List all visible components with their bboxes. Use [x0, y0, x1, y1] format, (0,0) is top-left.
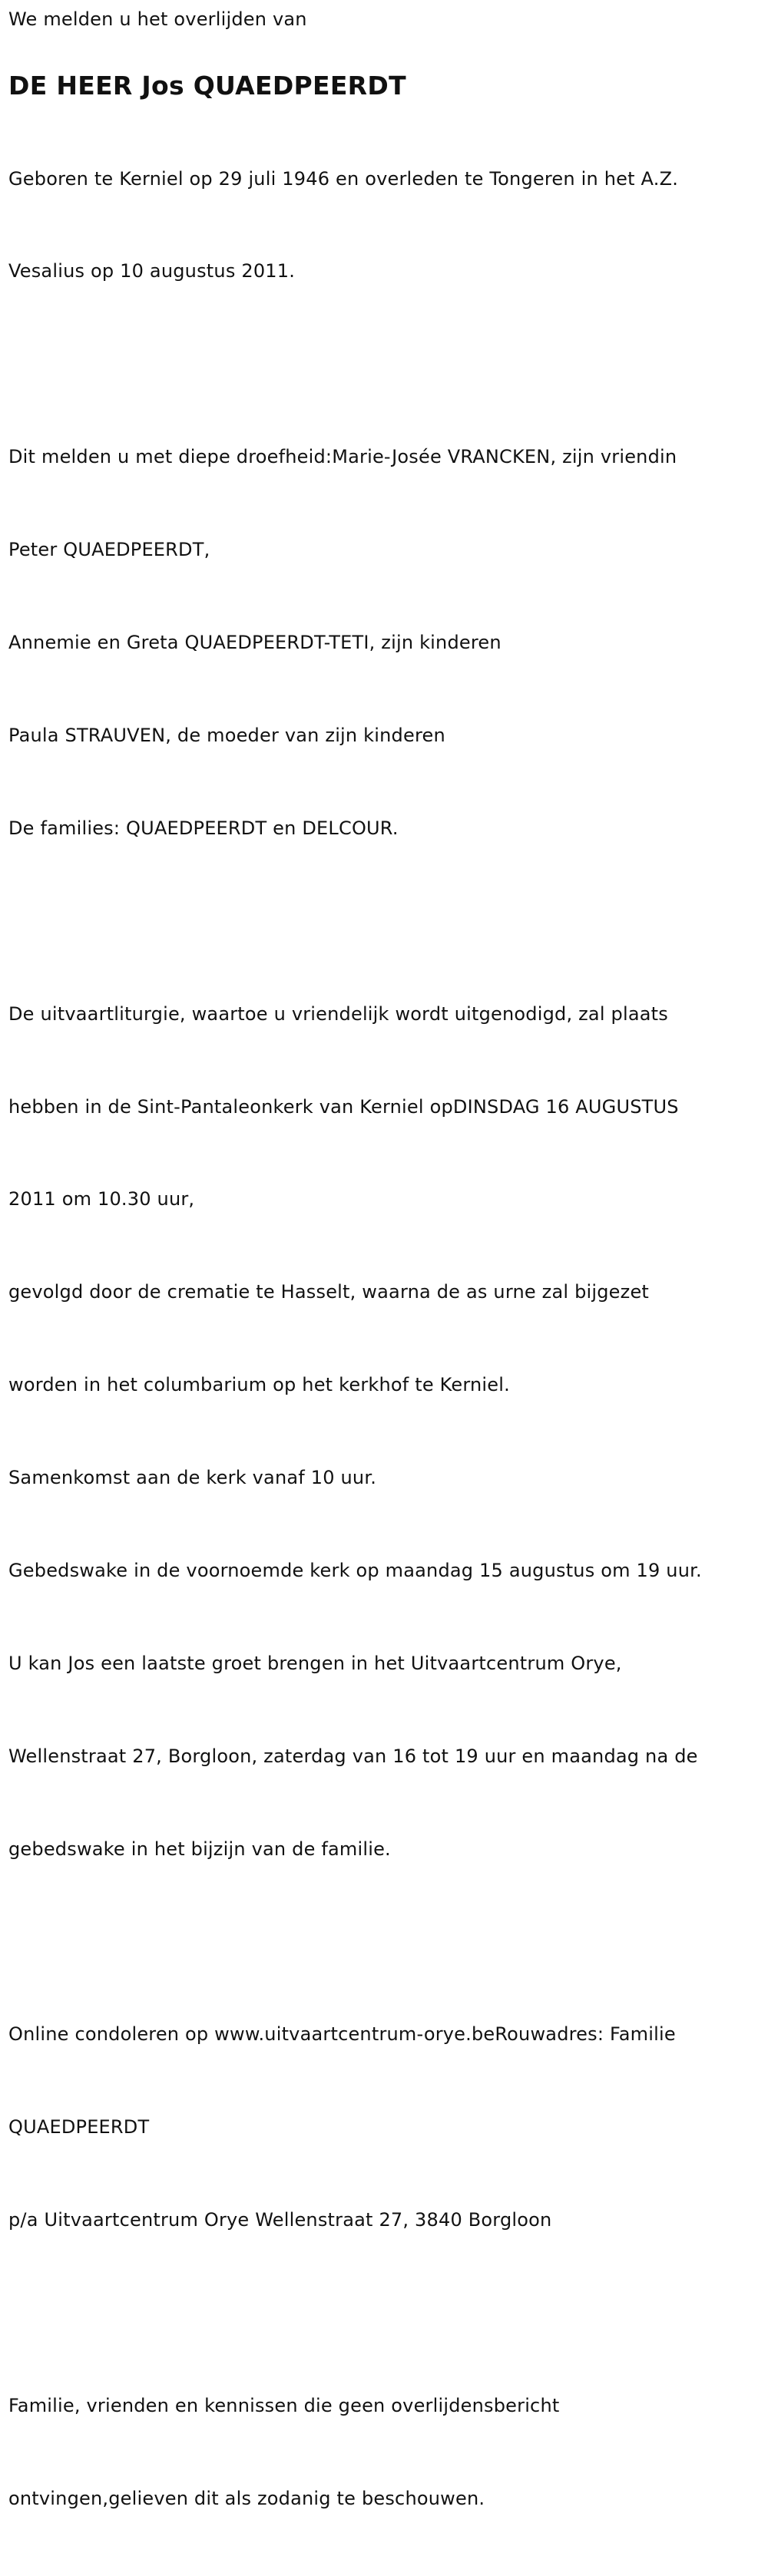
ceremony-details [8, 936, 768, 1927]
ceremony-line: Wellenstraat 27, Borgloon, zaterdag van 16 tot 19 uur en maandag na de [8, 1745, 698, 1767]
birth-death-info [8, 101, 768, 348]
contact-line: Online condoleren op www.uitvaartcentrum-orye.beRouwadres: Familie [8, 2023, 676, 2046]
ceremony-line: gebedswake in het bijzijn van de familie. [8, 1838, 391, 1860]
closing-line: ontvingen,gelieven dit als zodanig te beschouwen. [8, 2487, 485, 2509]
spacer [8, 2297, 768, 2328]
spacer [8, 906, 768, 936]
ceremony-line: Samenkomst aan de kerk vanaf 10 uur. [8, 1467, 377, 1489]
ceremony-line: De uitvaartliturgie, waartoe u vriendelijk wordt uitgenodigd, zal plaats [8, 1002, 668, 1025]
mourner-line: Peter QUAEDPEERDT, [8, 539, 210, 561]
closing-line: Familie, vrienden en kennissen die geen overlijdensbericht [8, 2394, 560, 2416]
ceremony-line: 2011 om 10.30 uur, [8, 1188, 195, 1210]
birth-line: Vesalius op 10 augustus 2011. [8, 260, 296, 282]
ceremony-line: hebben in de Sint-Pantaleonkerk van Kerniel opDINSDAG 16 AUGUSTUS [8, 1095, 679, 1118]
spacer [8, 1927, 768, 1957]
ceremony-line: gevolgd door de crematie te Hasselt, waarna de as urne zal bijgezet [8, 1281, 650, 1303]
mourner-line: Paula STRAUVEN, de moeder van zijn kinderen [8, 724, 445, 746]
contact-line: QUAEDPEERDT [8, 2116, 150, 2138]
spacer [8, 348, 768, 379]
mourner-line: De families: QUAEDPEERDT en DELCOUR. [8, 817, 399, 839]
ceremony-line: U kan Jos een laatste groet brengen in het Uitvaartcentrum Orye, [8, 1652, 622, 1674]
mourners-list [8, 380, 768, 906]
closing-note [8, 2328, 768, 2575]
birth-line: Geboren te Kerniel op 29 juli 1946 en overleden te Tongeren in het A.Z. [8, 167, 679, 190]
mourner-line: Annemie en Greta QUAEDPEERDT-TETI, zijn kinderen [8, 632, 502, 654]
intro-text: We melden u het overlijden van [8, 8, 307, 30]
contact-info [8, 1957, 768, 2297]
deceased-name: DE HEER Jos QUAEDPEERDT [8, 71, 406, 101]
contact-line: p/a Uitvaartcentrum Orye Wellenstraat 27, 3840 Borgloon [8, 2209, 552, 2231]
ceremony-line: Gebedswake in de voornoemde kerk op maandag 15 augustus om 19 uur. [8, 1559, 702, 1581]
mourner-line: Dit melden u met diepe droefheid:Marie-Josée VRANCKEN, zijn vriendin [8, 446, 677, 468]
ceremony-line: worden in het columbarium op het kerkhof te Kerniel. [8, 1374, 510, 1396]
